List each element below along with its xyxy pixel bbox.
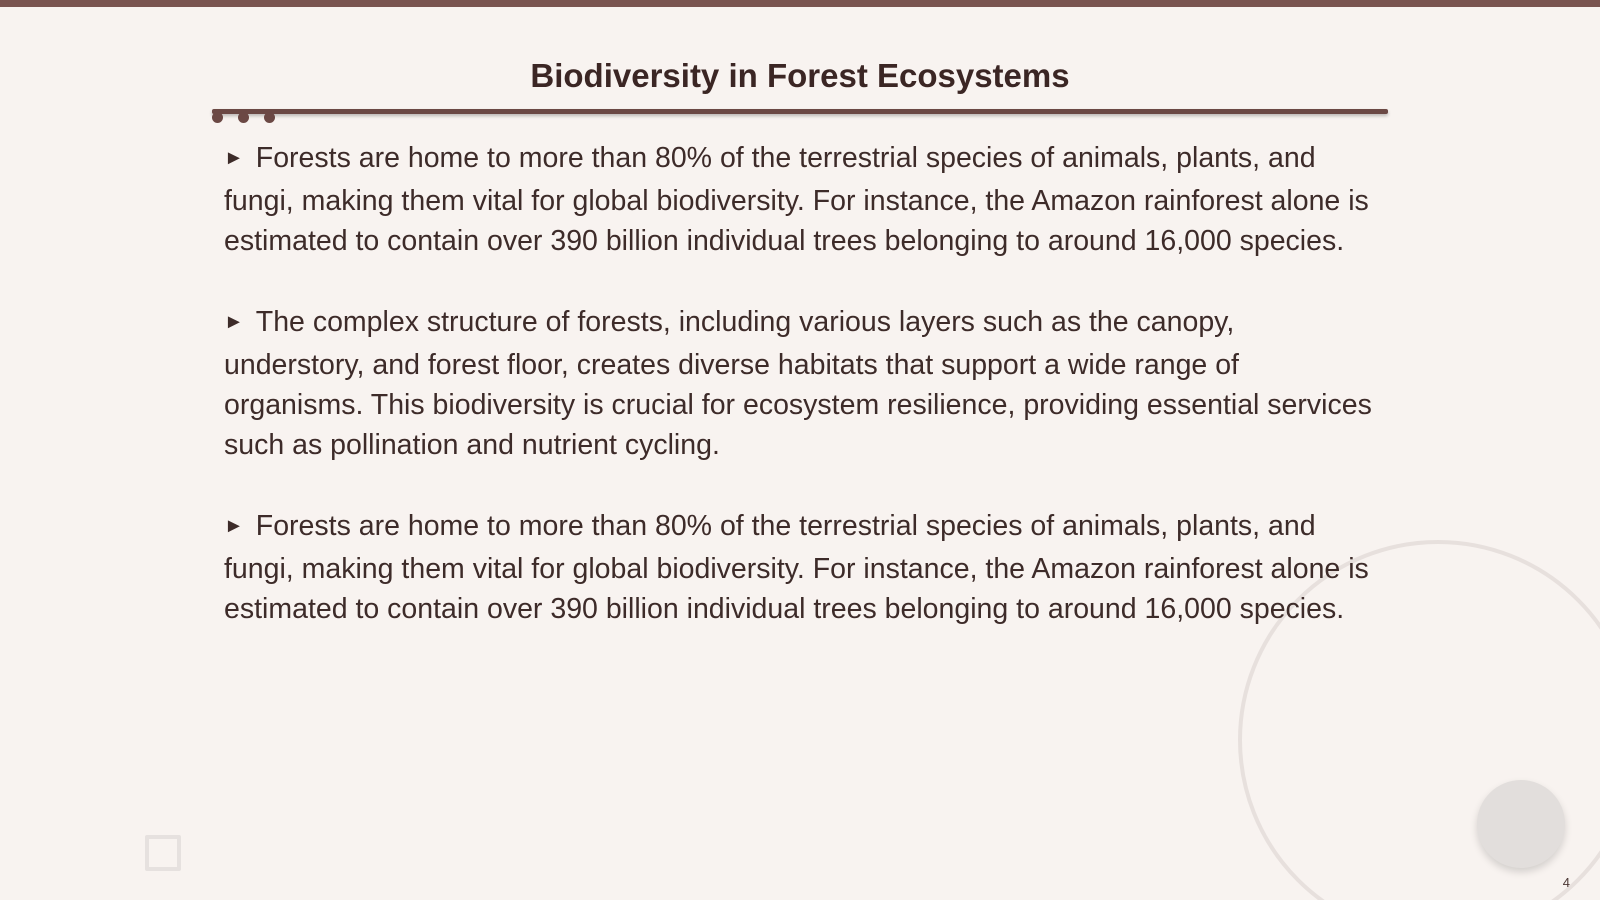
bullet-text: The complex structure of forests, including various layers such as the canopy, understory, and forest floor, creates diverse habitats that support a wide range of organisms. This biodiversity is crucial for ecosystem resilience, providing essential services such as pollination and nutrient cycling. bbox=[224, 306, 1372, 461]
decorative-disc bbox=[1477, 780, 1565, 868]
decorative-square bbox=[145, 835, 181, 871]
bullet-item bbox=[224, 138, 1374, 261]
decorative-dot bbox=[212, 112, 223, 123]
bullet-item bbox=[224, 302, 1374, 465]
top-accent-bar bbox=[0, 0, 1600, 7]
page-number: 4 bbox=[1562, 875, 1570, 890]
title-underline bbox=[212, 109, 1388, 114]
bullet-text: Forests are home to more than 80% of the terrestrial species of animals, plants, and fungi, making them vital for global biodiversity. For instance, the Amazon rainforest alone is estimated to contain over 390 billion individual trees belonging to around 16,000 species. bbox=[224, 510, 1369, 625]
triangle-bullet-icon: ► bbox=[224, 147, 244, 169]
slide-title: Biodiversity in Forest Ecosystems bbox=[530, 57, 1070, 94]
triangle-bullet-icon: ► bbox=[224, 515, 244, 537]
bullet-list bbox=[224, 138, 1374, 670]
decorative-dot bbox=[264, 112, 275, 123]
bullet-item bbox=[224, 506, 1374, 629]
decorative-dot bbox=[238, 112, 249, 123]
triangle-bullet-icon: ► bbox=[224, 311, 244, 333]
bullet-text: Forests are home to more than 80% of the terrestrial species of animals, plants, and fungi, making them vital for global biodiversity. For instance, the Amazon rainforest alone is estimated to contain over 390 billion individual trees belonging to around 16,000 species. bbox=[224, 142, 1369, 257]
